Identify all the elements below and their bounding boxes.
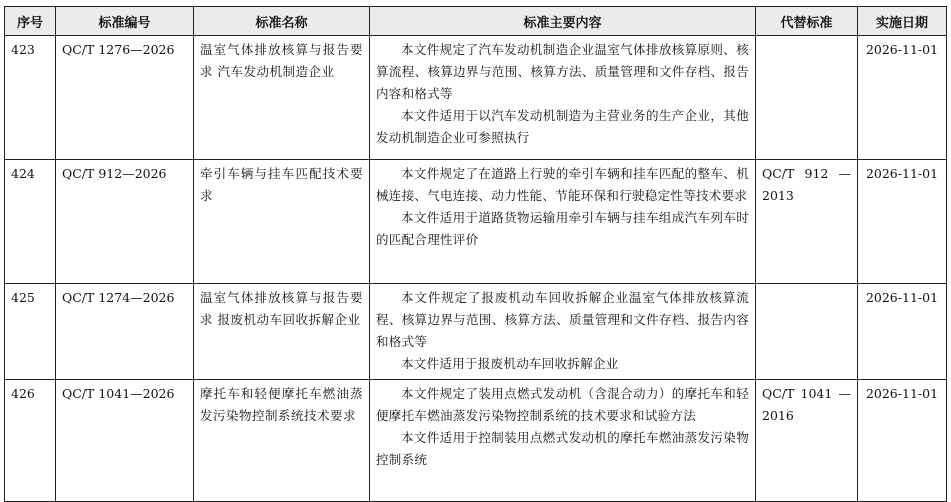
row-name: 牵引车辆与挂车匹配技术要求 <box>194 160 370 284</box>
header-replaces: 代替标准 <box>756 7 858 36</box>
row-name: 摩托车和轻便摩托车燃油蒸发污染物控制系统技术要求 <box>194 380 370 502</box>
row-replaces <box>756 284 858 380</box>
table-row <box>5 36 947 160</box>
row-index: 424 <box>5 160 56 284</box>
row-index: 425 <box>5 284 56 380</box>
row-content <box>370 36 756 160</box>
row-replaces: QC/T 912 — 2013 <box>756 160 858 284</box>
row-replaces <box>756 36 858 160</box>
table-row <box>5 284 947 380</box>
row-code: QC/T 912—2026 <box>56 160 194 284</box>
header-name: 标准名称 <box>194 7 370 36</box>
row-date: 2026-11-01 <box>858 160 947 284</box>
content-paragraph: 本文件规定了在道路上行驶的牵引车辆和挂车匹配的整车、机械连接、气电连接、动力性能、节能环保和行驶稳定性等技术要求 <box>376 166 749 203</box>
row-content <box>370 160 756 284</box>
content-paragraph: 本文件适用于道路货物运输用牵引车辆与挂车组成汽车列车时的匹配合理性评价 <box>376 210 749 247</box>
content-paragraph: 本文件规定了报废机动车回收拆解企业温室气体排放核算流程、核算边界与范围、核算方法、质量管理和文件存档、报告内容和格式等 <box>376 290 749 349</box>
header-code: 标准编号 <box>56 7 194 36</box>
row-content <box>370 380 756 502</box>
content-paragraph: 本文件规定了汽车发动机制造企业温室气体排放核算原则、核算流程、核算边界与范围、核算方法、质量管理和文件存档、报告内容和格式等 <box>376 42 749 101</box>
row-index: 426 <box>5 380 56 502</box>
header-content: 标准主要内容 <box>370 7 756 36</box>
content-paragraph: 本文件适用于报废机动车回收拆解企业 <box>401 356 619 371</box>
header-index: 序号 <box>5 7 56 36</box>
row-code: QC/T 1041—2026 <box>56 380 194 502</box>
content-paragraph: 本文件规定了装用点燃式发动机（含混合动力）的摩托车和轻便摩托车燃油蒸发污染物控制系统的技术要求和试验方法 <box>376 386 749 423</box>
row-name: 温室气体排放核算与报告要求 报废机动车回收拆解企业 <box>194 284 370 380</box>
row-date: 2026-11-01 <box>858 284 947 380</box>
content-paragraph: 本文件适用于控制装用点燃式发动机的摩托车燃油蒸发污染物控制系统 <box>376 430 749 467</box>
row-content <box>370 284 756 380</box>
standards-table <box>4 6 947 502</box>
row-date: 2026-11-01 <box>858 380 947 502</box>
row-code: QC/T 1274—2026 <box>56 284 194 380</box>
row-code: QC/T 1276—2026 <box>56 36 194 160</box>
table-header-row <box>5 7 947 36</box>
row-date: 2026-11-01 <box>858 36 947 160</box>
row-index: 423 <box>5 36 56 160</box>
row-replaces: QC/T 1041 — 2016 <box>756 380 858 502</box>
table-row <box>5 380 947 502</box>
header-date: 实施日期 <box>858 7 947 36</box>
content-paragraph: 本文件适用于以汽车发动机制造为主营业务的生产企业，其他发动机制造企业可参照执行 <box>376 108 749 145</box>
table-row <box>5 160 947 284</box>
row-name: 温室气体排放核算与报告要求 汽车发动机制造企业 <box>194 36 370 160</box>
